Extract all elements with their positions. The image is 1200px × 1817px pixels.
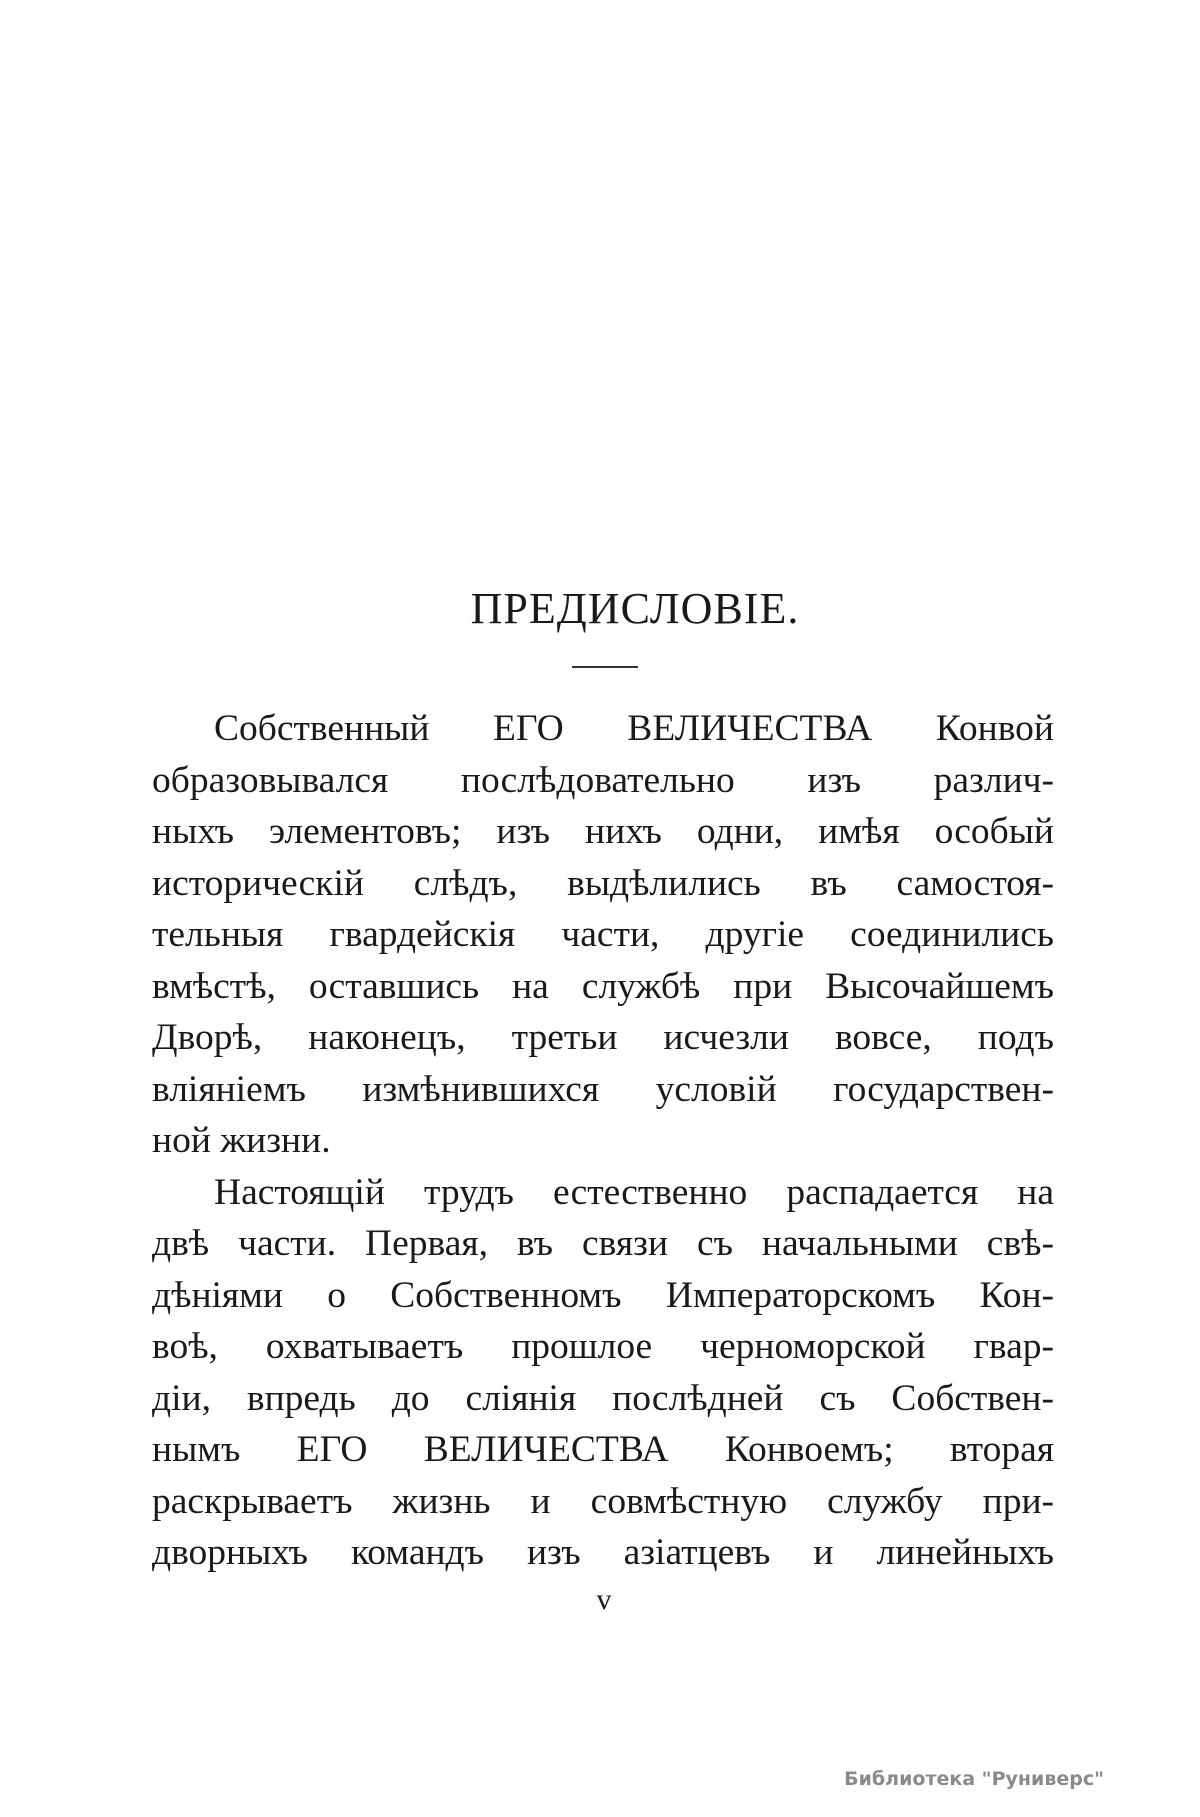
- text-line: вліяніемъ измѣнившихся условій государствен-: [152, 1068, 1054, 1110]
- paragraph-1: [152, 703, 1054, 1167]
- text-line: діи, впредь до сліянія послѣдней съ Собствен-: [152, 1377, 1054, 1419]
- page-number: v: [596, 1583, 612, 1616]
- text-line: историческій слѣдъ, выдѣлились въ самостоя-: [152, 862, 1054, 904]
- text-line: Настоящій трудъ естественно распадается на: [214, 1171, 1054, 1213]
- text-line: ныхъ элементовъ; изъ нихъ одни, имѣя особый: [152, 811, 1054, 852]
- text-line: дѣніями о Собственномъ Императорскомъ Кон-: [152, 1274, 1054, 1316]
- text-line: ной жизни.: [152, 1120, 331, 1161]
- text-line: Собственный ЕГО ВЕЛИЧЕСТВА Конвой: [214, 708, 1054, 749]
- text-line: нымъ ЕГО ВЕЛИЧЕСТВА Конвоемъ; вторая: [152, 1429, 1054, 1470]
- library-watermark: Библиотека "Руниверс": [844, 1768, 1104, 1790]
- text-line: образовывался послѣдовательно изъ различ-: [152, 759, 1054, 801]
- text-line: двѣ части. Первая, въ связи съ начальными свѣ-: [152, 1223, 1054, 1264]
- text-line: Дворѣ, наконецъ, третьи исчезли вовсе, подъ: [152, 1017, 1054, 1058]
- text-line: тельныя гвардейскія части, другіе соединились: [152, 914, 1054, 955]
- text-line: воѣ, охватываетъ прошлое черноморской гвар-: [152, 1326, 1054, 1367]
- preface-body: [152, 703, 1054, 1579]
- text-line: раскрываетъ жизнь и совмѣстную службу при-: [152, 1480, 1054, 1522]
- title-divider: [572, 666, 638, 668]
- paragraph-2: [152, 1167, 1054, 1579]
- text-line: вмѣстѣ, оставшись на службѣ при Высочайшемъ: [152, 965, 1054, 1007]
- page-title: ПРЕДИСЛОВІЕ.: [470, 584, 800, 633]
- text-line: дворныхъ командъ изъ азіатцевъ и линейныхъ: [152, 1532, 1054, 1573]
